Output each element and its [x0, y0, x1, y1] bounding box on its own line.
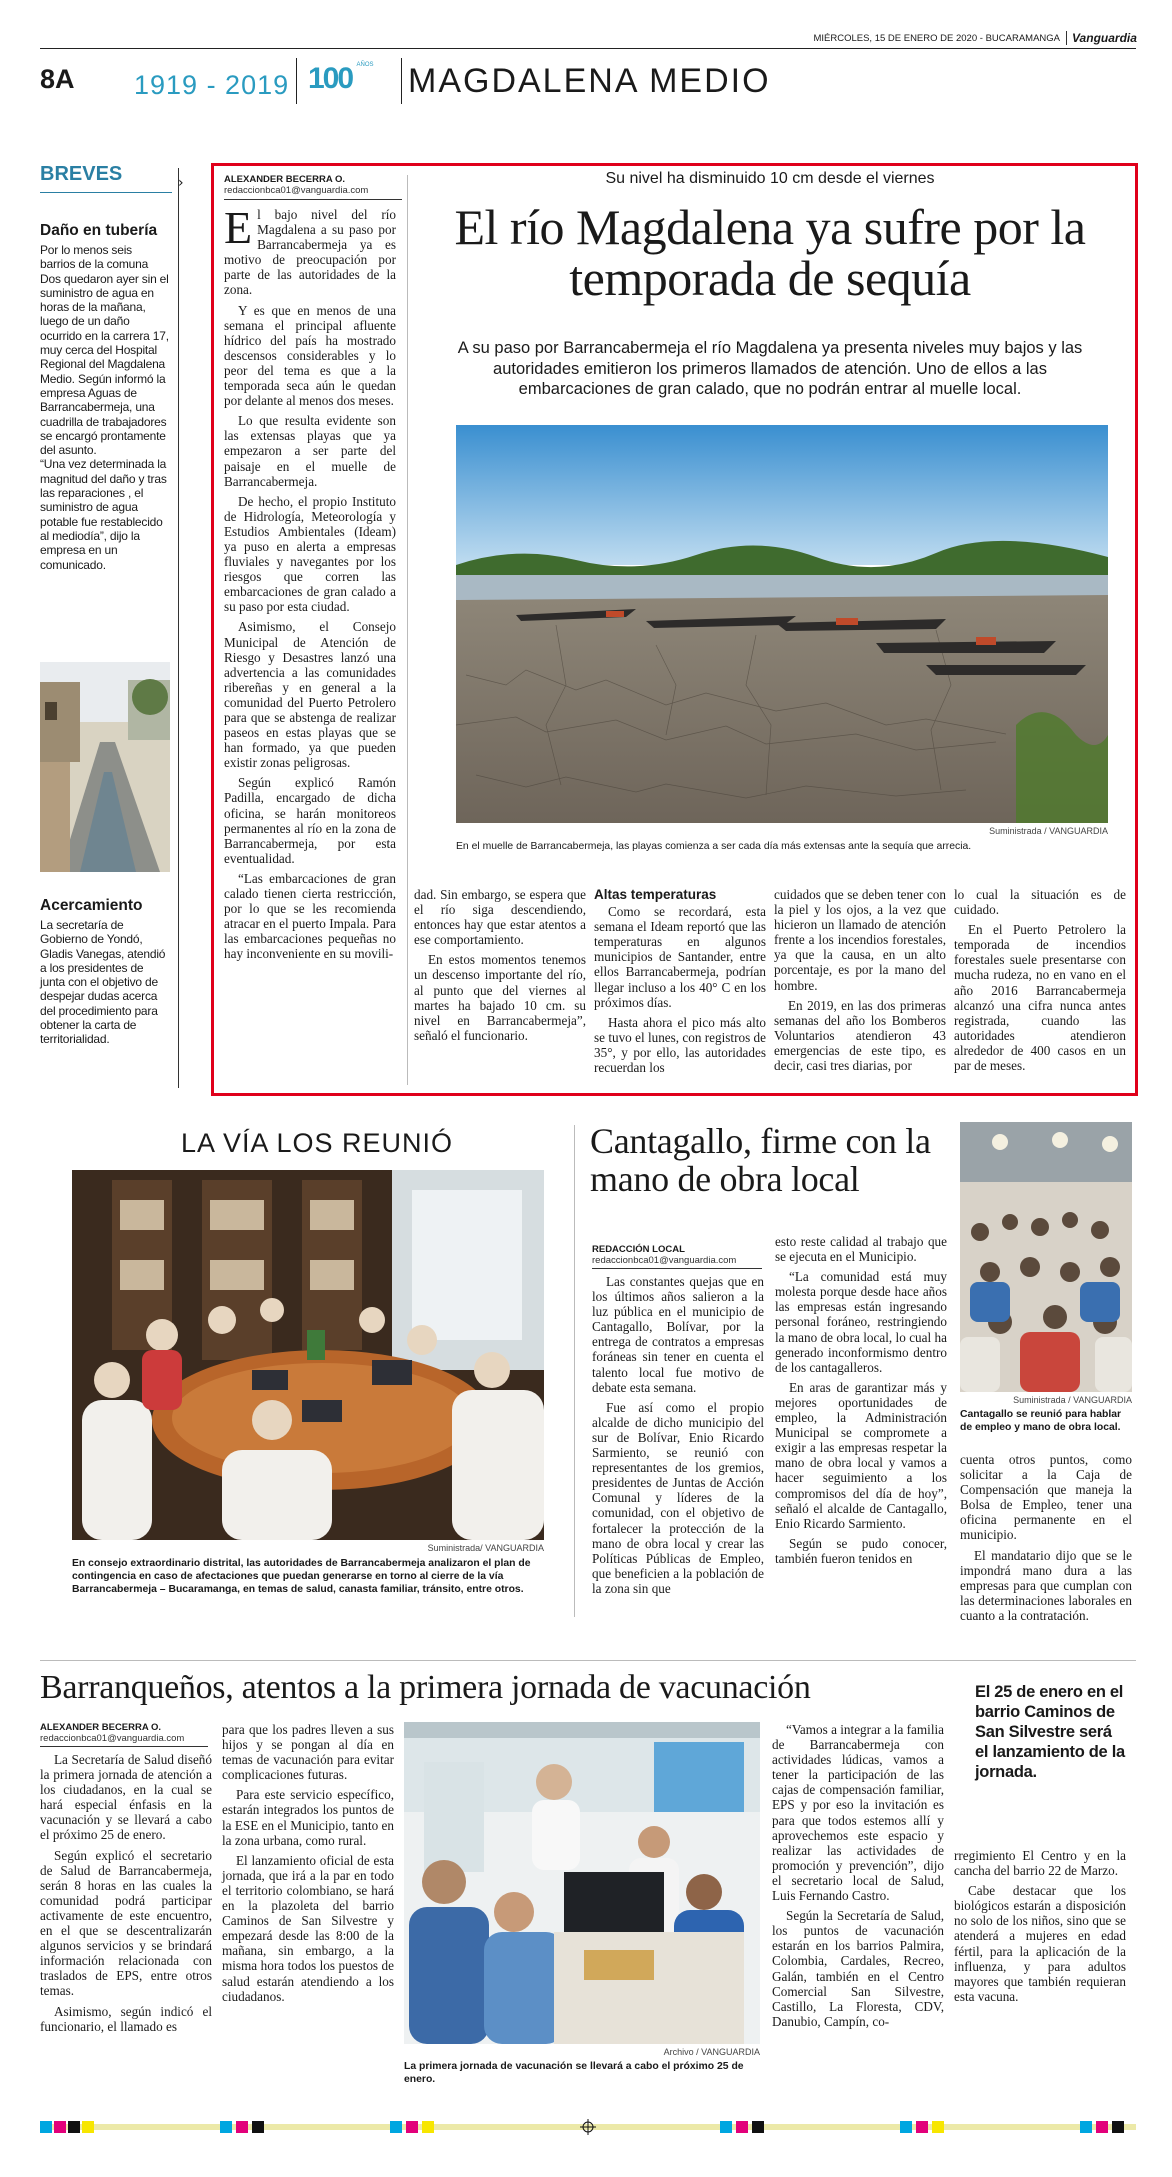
main-col-4: cuidados que se deben tener con la piel y los ojos, a la vez que hicieron un llamado de atención frente a los incendios forestales, ya que la causa, en un alto porcentaje, es por la mano del hombre. En 2019, en las dos primeras semanas del año los Bomberos Voluntarios atendieron 43 emergencias de este tipo, es decir, casi tres diarias, por: [774, 887, 946, 1074]
vacuna-col-4: rregimiento El Centro y en la cancha del barrio 22 de Marzo. Cabe destacar que los biológicos estarán a disposición no solo de los niños, sino que se atenderá a mujeres en edad fértil, para la aplicación de la influenza, y para adultos mayores que también requieran esta vacuna.: [954, 1848, 1126, 2004]
main-kicker: Su nivel ha disminuido 10 cm desde el viernes: [605, 170, 935, 187]
header-divider: [296, 58, 297, 104]
vacuna-byline: ALEXANDER BECERRA O. redaccionbca01@vanguardia.com: [40, 1722, 185, 1744]
dateline: MIÉRCOLES, 15 DE ENERO DE 2020 - BUCARAMANGA: [813, 33, 1060, 44]
breve-text-1: Por lo menos seis barrios de la comuna Dos quedaron ayer sin el suministro de agua en horas de la mañana, luego de un daño ocurrido en la carrera 17, muy cerca del Hospital Regional del Magdalena Medio. Según informó la empresa Aguas de Barrancabermeja, una cuadrilla de trabajadores se encargó prontamente del asunto. “Una vez determinada la magnitud del daño y tras las reparaciones , el suministro de agua potable fue restablecido al mediodía”, dijo la empresa en un comunicado.: [40, 243, 169, 572]
main-col-5: lo cual la situación es de cuidado. En el Puerto Petrolero la temporada de incendios forestales suele presentarse con mucha rudeza, no en vano en el año 2016 Barrancabermeja alcanzó una cifra nunca antes registrada, cuando las autoridades atendieron alrededor de 400 casos en un par de meses.: [954, 887, 1126, 1074]
via-photo-meeting: [72, 1170, 544, 1540]
vacuna-photo-credit: Archivo / VANGUARDIA: [663, 2047, 760, 2057]
cantagallo-headline: Cantagallo, firme con la mano de obra local: [590, 1121, 931, 1199]
print-color-bar: [40, 2118, 1136, 2130]
vacuna-col-3: “Vamos a integrar a la familia de Barrancabermeja con actividades lúdicas, vamos a tener la participación de las cajas de compensación familiar, EPS y por eso la invitación es para que todos estemos allí y aprovechemos este espacio y realizar las actividades de promoción y prevención”, dijo el secretario local de Salud, Luis Fernando Castro. Según la Secretaría de Salud, los puntos de vacunación estarán en los barrios Palmira, Colombia, Cardales, Recreo, Galán, también en el Centro Comercial San Silvestre, Castillo, La Floresta, CDV, Danubio, Campín, co-: [772, 1722, 944, 2029]
vacuna-pull-quote: El 25 de enero en el barrio Caminos de San Silvestre será el lanzamiento de la jornada.: [975, 1683, 1125, 1781]
vacuna-col-2: para que los padres lleven a sus hijos y se pongan al día en temas de vacunación para evitar complicaciones futuras. Para este servicio específico, estarán integrados los puntos de la ESE en el Municipio, tanto en la zona urbana, como rural. El lanzamiento oficial de esta jornada, que irá a la par en todo el territorio colombiano, se hará en la plazoleta del barrio Caminos de San Silvestre y empezará desde las 8:00 de la mañana, sin embargo, a la misma hora todos los puestos de salud estarán atendiendo a los ciudadanos.: [222, 1722, 394, 2004]
vacuna-byline-rule: [40, 1746, 208, 1747]
vacuna-headline: Barranqueños, atentos a la primera jornada de vacunación: [40, 1669, 811, 1706]
vacuna-photo-caption: La primera jornada de vacunación se llevará a cabo el próximo 25 de enero.: [404, 2061, 744, 2085]
breve-text-2: La secretaría de Gobierno de Yondó, Gladis Vanegas, atendió a los presidentes de junta con el objetivo de despejar dudas acerca del procedimiento para obtener la carta de territorialidad.: [40, 918, 166, 1047]
main-col-3: Altas temperaturas Como se recordará, esta semana el Ideam reportó que las temperaturas en algunos municipios de Santander, entre ellos Barrancabermeja, podrían llegar incluso a los 40° C en los próximos días. Hasta ahora el pico más alto se tuvo el lunes, con registros de 35°, y por ello, las autoridades recuerdan los: [594, 887, 766, 1076]
cantagallo-photo-caption: Cantagallo se reunió para hablar de empleo y mano de obra local.: [960, 1409, 1122, 1433]
cantagallo-col-2: esto reste calidad al trabajo que se ejecuta en el Municipio. “La comunidad está muy molesta porque desde hace años las empresas están ingresando personal foráneo, restringiendo la mano de obra local, lo cual ha generado inconformismo dentro de los cantagalleros. En aras de garantizar más y mejores oportunidades de empleo, la Administración Municipal se compromete a exigir a las empresas respetar la mano de obra local y vamos a hacer seguimiento a los compromisos del día de hoy”, señaló el alcalde de Cantagallo, Enio Ricardo Sarmiento. Según se pudo conocer, también fueron tenidos en: [775, 1234, 947, 1566]
cantagallo-byline: REDACCIÓN LOCAL redaccionbca01@vanguardia.com: [592, 1244, 737, 1266]
main-dek: A su paso por Barrancabermeja el río Magdalena ya presenta niveles muy bajos y las autoridades emitieron los primeros llamados de atención. Uno de ellos a las embarcaciones de gran calado, que no podrán entrar al muelle local.: [457, 339, 1083, 398]
vacuna-col-1: La Secretaría de Salud diseñó la primera jornada de atención a los ciudadanos, en la cual se hará especial énfasis en la vacunación y se llevará a cabo el próximo 25 de enero. Según explicó el secretario de Salud de Barrancabermeja, serán 8 horas en las cuales la comunidad podrá participar activamente de este encuentro, en el que se descentralizarán algunos servicios y se brindará información relacionada con traslados de EPS, entre otros temas. Asimismo, según indicó el funcionario, el llamado es: [40, 1752, 212, 2034]
main-byline-rule: [224, 199, 402, 200]
anniversary-logo: 100 $^{AÑOS}$: [308, 62, 374, 95]
page-number: 8A: [40, 64, 75, 94]
main-headline: El río Magdalena ya sufre por la temporada de sequía: [454, 199, 1086, 306]
section-divider-bottom: [40, 1660, 1136, 1661]
brand-logo: Vanguardia: [1066, 31, 1136, 45]
main-photo-river: [456, 425, 1108, 823]
header-rule: [40, 48, 1136, 49]
cantagallo-col-1: Las constantes quejas que en los últimos años salieron a la luz pública en el municipio de Cantagallo, Bolívar, por la entrega de contratos a empresas foráneas sin tener en cuenta el talento local fue motivo de debate esta semana. Fue así como el propio alcalde de dicho municipio del sur de Bolívar, Enio Ricardo Sarmiento, se reunió con representantes de los gremios, presidentes de Juntas de Acción Comunal y líderes de la comunidad, con el objetivo de fortalecer la protección de la mano de obra local y crear las Políticas Públicas de Empleo, que beneficien a la población de la zona sin que: [592, 1274, 764, 1596]
main-col-2: dad. Sin embargo, se espera que el río siga descendiendo, entonces hay que estar atentos a ese comportamiento. En estos momentos tenemos un descenso importante del río, al punto que del viernes al martes ha bajado 10 cm. su nivel en Barrancabermeja”, señaló el funcionario.: [414, 887, 586, 1043]
main-subhead: Altas temperaturas: [594, 887, 717, 902]
cantagallo-col-3: cuenta otros puntos, como solicitar a la Caja de Compensación que maneja la Bolsa de Empleo, tener una oficina permanente en el municipio. El mandatario dijo que se le impondrá mano dura a las empresas para que cumplan con las determinaciones laborales en cuanto a la contratación.: [960, 1452, 1132, 1623]
breve-heading-1: Daño en tubería: [40, 222, 158, 239]
via-photo-credit: Suministrada/ VANGUARDIA: [427, 1543, 544, 1553]
main-byline: ALEXANDER BECERRA O. redaccionbca01@vanguardia.com: [224, 174, 369, 196]
main-photo-credit: Suministrada / VANGUARDIA: [989, 826, 1108, 836]
main-col-1: El bajo nivel del río Magdalena a su paso por Barrancabermeja ya es motivo de preocupación por parte de las autoridades de la zona. Y es que en menos de una semana el principal afluente hídrico del país ha mostrado descensos considerables y lo peor del tema es que a la temporada seca aún le quedan por delante al menos dos meses. Lo que resulta evidente son las extensas playas que ya empezaron a ser parte del paisaje en el muelle de Barrancabermeja. De hecho, el propio Instituto de Hidrología, Meteorología y Estudios Ambientales (Ideam) ya puso en alerta a empresas fluviales y navegantes por los riesgos que corren las embarcaciones de gran calado a su paso por esta ciudad. Asimismo, el Consejo Municipal de Atención de Riesgo y Desastres lanzó una advertencia a las comunidades ribereñas y en general a la comunidad del Puerto Petrolero para que se abstenga de realizar paseos en estas playas que se han formado, ya que pueden existir zonas peligrosas. Según explicó Ramón Padilla, encargado de dicha oficina, se harán monitoreos permanentes al río en la zona de Barrancabermeja, por esta eventualidad. “Las embarcaciones de gran calado tienen cierta restricción, por lo que se les recomienda atracar en el puerto Impala. Para las embarcaciones pequeñas no hay inconveniente en su movili-: [224, 202, 396, 962]
via-photo-caption: En consejo extraordinario distrital, las autoridades de Barrancabermeja analizaron el plan de contingencia en caso de afectaciones que puedan generarse en torno al cierre de la vía Barrancabermeja – Bucaramanga, en temas de salud, canasta familiar, tránsito, entre otros.: [72, 1558, 531, 1595]
breves-title: BREVES: [40, 163, 123, 185]
section-divider-via: [574, 1125, 575, 1617]
breves-rule: [40, 192, 172, 193]
section-title: MAGDALENA MEDIO: [408, 62, 771, 100]
cantagallo-byline-rule: [592, 1268, 762, 1269]
breve-heading-2: Acercamiento: [40, 897, 143, 914]
main-photo-caption: En el muelle de Barrancabermeja, las playas comienza a ser cada día más extensas ante la sequía que arrecia.: [456, 841, 972, 852]
via-headline: LA VÍA LOS REUNIÓ: [180, 1128, 454, 1158]
vacuna-photo: [404, 1722, 760, 2044]
main-col-divider-1: [407, 175, 408, 1085]
years-label: 1919 - 2019: [134, 70, 290, 100]
breve-photo-pipe: [40, 662, 170, 872]
cantagallo-photo-credit: Suministrada / VANGUARDIA: [1013, 1395, 1132, 1405]
cantagallo-photo-crowd: [960, 1122, 1132, 1392]
main-dropcap: E: [224, 202, 253, 253]
header-divider-2: [401, 58, 402, 104]
breves-bracket: ›: [178, 168, 192, 1088]
